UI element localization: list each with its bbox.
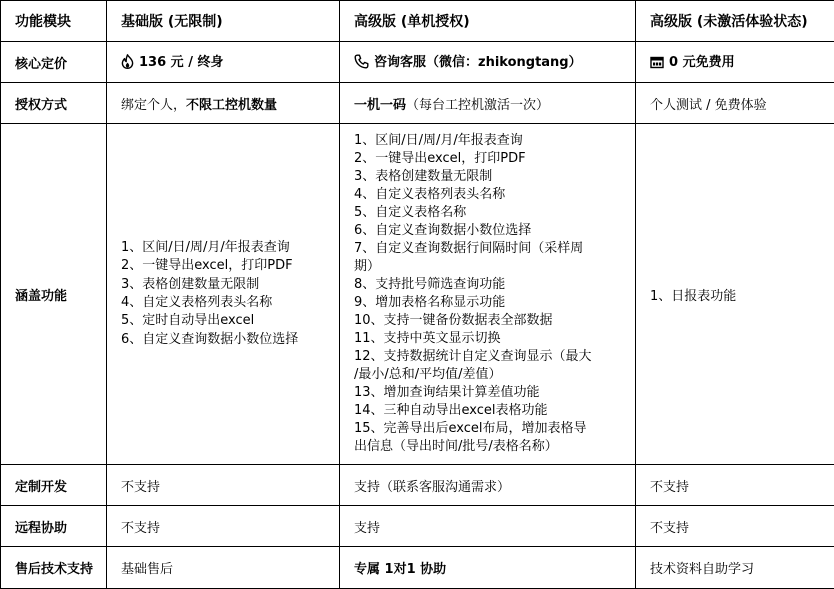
list-item: 2、一键导出excel，打印PDF bbox=[121, 257, 339, 275]
pro-license-highlight: 一机一码 bbox=[354, 98, 406, 113]
basic-price: 136 元 / 终身 bbox=[139, 55, 223, 70]
basic-license-text: 绑定个人， bbox=[121, 98, 186, 113]
list-item: 5、自定义表格名称 bbox=[354, 204, 635, 222]
pro-feature-list bbox=[354, 132, 635, 456]
list-item: 11、支持中英文显示切换 bbox=[354, 330, 635, 348]
basic-feature-list bbox=[121, 239, 339, 349]
basic-support: 基础售后 bbox=[107, 547, 340, 589]
trial-remote: 不支持 bbox=[636, 506, 834, 547]
list-item: 2、一键导出excel，打印PDF bbox=[354, 150, 635, 168]
header-trial: 高级版 (未激活体验状态) bbox=[636, 1, 834, 42]
list-item: 1、区间/日/周/月/年报表查询 bbox=[354, 132, 635, 150]
list-item: 1、区间/日/周/月/年报表查询 bbox=[121, 239, 339, 257]
basic-license-cell bbox=[107, 83, 340, 124]
list-item: 3、表格创建数量无限制 bbox=[121, 276, 339, 294]
pro-custom-dev: 支持（联系客服沟通需求） bbox=[340, 465, 636, 506]
list-item: 7、自定义查询数据行间隔时间（采样周 bbox=[354, 240, 635, 258]
header-pro: 高级版 (单机授权) bbox=[340, 1, 636, 42]
trial-price: 0 元免费用 bbox=[669, 55, 735, 70]
phone-icon bbox=[354, 54, 369, 73]
trial-price-cell bbox=[636, 42, 834, 83]
pro-license-cell bbox=[340, 83, 636, 124]
list-item: 3、表格创建数量无限制 bbox=[354, 168, 635, 186]
pro-price-cell bbox=[340, 42, 636, 83]
pro-support: 专属 1对1 协助 bbox=[340, 547, 636, 589]
trial-features-cell: 1、日报表功能 bbox=[636, 124, 834, 465]
basic-price-cell bbox=[107, 42, 340, 83]
row-label-support: 售后技术支持 bbox=[1, 547, 107, 589]
list-item: 5、定时自动导出excel bbox=[121, 312, 339, 330]
fire-icon bbox=[121, 54, 134, 73]
row-label-features: 涵盖功能 bbox=[1, 124, 107, 465]
pro-features-cell bbox=[340, 124, 636, 465]
list-item: 12、支持数据统计自定义查询显示（最大 bbox=[354, 348, 635, 366]
list-item: 15、完善导出后excel布局，增加表格导 bbox=[354, 420, 635, 438]
list-item: 4、自定义表格列表头名称 bbox=[354, 186, 635, 204]
support-row bbox=[1, 547, 834, 589]
row-label-custom-dev: 定制开发 bbox=[1, 465, 107, 506]
header-basic: 基础版 (无限制) bbox=[107, 1, 340, 42]
custom-dev-row bbox=[1, 465, 834, 506]
remote-row bbox=[1, 506, 834, 547]
pro-license-text: （每台工控机激活一次） bbox=[406, 98, 549, 113]
header-row bbox=[1, 1, 834, 42]
pricing-row bbox=[1, 42, 834, 83]
list-item: 14、三种自动导出excel表格功能 bbox=[354, 402, 635, 420]
list-item: 出信息（导出时间/批号/表格名称） bbox=[354, 438, 635, 456]
header-module: 功能模块 bbox=[1, 1, 107, 42]
pro-remote: 支持 bbox=[340, 506, 636, 547]
basic-license-highlight: 不限工控机数量 bbox=[186, 98, 277, 113]
basic-remote: 不支持 bbox=[107, 506, 340, 547]
list-item: 9、增加表格名称显示功能 bbox=[354, 294, 635, 312]
pro-price: 咨询客服（微信：zhikongtang） bbox=[374, 55, 582, 70]
list-item: /最小/总和/平均值/差值） bbox=[354, 366, 635, 384]
basic-custom-dev: 不支持 bbox=[107, 465, 340, 506]
features-row bbox=[1, 124, 834, 465]
list-item: 10、支持一键备份数据表全部数据 bbox=[354, 312, 635, 330]
basic-features-cell bbox=[107, 124, 340, 465]
license-row bbox=[1, 83, 834, 124]
list-item: 6、自定义查询数据小数位选择 bbox=[354, 222, 635, 240]
list-item: 6、自定义查询数据小数位选择 bbox=[121, 331, 339, 349]
row-label-remote: 远程协助 bbox=[1, 506, 107, 547]
free-badge-icon bbox=[650, 56, 664, 73]
row-label-pricing: 核心定价 bbox=[1, 42, 107, 83]
trial-custom-dev: 不支持 bbox=[636, 465, 834, 506]
list-item: 13、增加查询结果计算差值功能 bbox=[354, 384, 635, 402]
trial-support: 技术资料自助学习 bbox=[636, 547, 834, 589]
trial-license-cell: 个人测试 / 免费体验 bbox=[636, 83, 834, 124]
list-item: 4、自定义表格列表头名称 bbox=[121, 294, 339, 312]
list-item: 期） bbox=[354, 258, 635, 276]
row-label-license: 授权方式 bbox=[1, 83, 107, 124]
list-item: 8、支持批号筛选查询功能 bbox=[354, 276, 635, 294]
